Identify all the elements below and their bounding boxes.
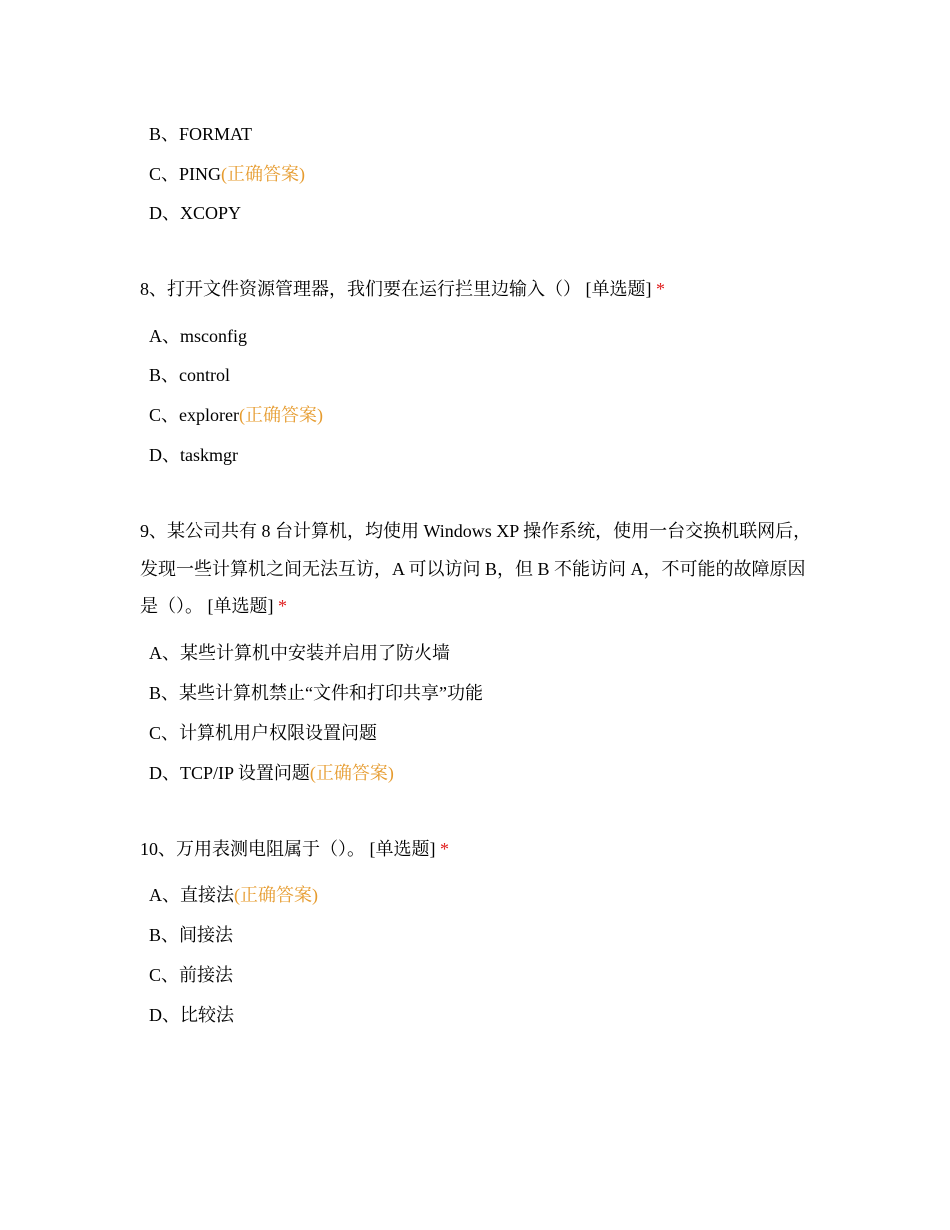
correct-answer-tag: (正确答案) bbox=[309, 763, 394, 783]
option-label: D、比较法 bbox=[149, 1005, 234, 1025]
option-label: C、PING bbox=[149, 164, 222, 184]
q7-option-c[interactable] bbox=[149, 163, 305, 185]
correct-answer-tag: (正确答案) bbox=[238, 405, 323, 425]
option-label: A、msconfig bbox=[149, 326, 247, 346]
q8-option-c[interactable] bbox=[149, 404, 323, 426]
option-label: B、间接法 bbox=[149, 925, 234, 945]
option-label: D、TCP/IP 设置问题 bbox=[149, 763, 310, 783]
option-label: B、FORMAT bbox=[149, 124, 253, 144]
option-label: C、explorer bbox=[149, 405, 239, 425]
option-label: A、某些计算机中安装并启用了防火墙 bbox=[149, 643, 450, 663]
q10-option-a[interactable] bbox=[149, 884, 318, 906]
q10-option-d[interactable] bbox=[149, 1004, 234, 1026]
question-text: 9、某公司共有 8 台计算机，均使用 Windows XP 操作系统，使用一台交换机联网后，发现一些计算机之间无法互访，A 可以访问 B，但 B 不能访问 A，不可能的故障原因是（）。 [单选题] bbox=[140, 521, 812, 616]
question-text: 8、打开文件资源管理器，我们要在运行拦里边输入（） [单选题] bbox=[140, 279, 652, 299]
required-star: * bbox=[278, 596, 287, 616]
correct-answer-tag: (正确答案) bbox=[221, 164, 306, 184]
question-9-title bbox=[140, 513, 820, 626]
correct-answer-tag: (正确答案) bbox=[234, 885, 318, 905]
option-label: D、taskmgr bbox=[149, 445, 238, 465]
option-label: C、计算机用户权限设置问题 bbox=[149, 723, 378, 743]
q8-option-a[interactable] bbox=[149, 325, 247, 347]
q8-option-b[interactable] bbox=[149, 364, 230, 386]
q9-option-c[interactable] bbox=[149, 722, 377, 744]
question-10-title bbox=[140, 831, 820, 869]
required-star: * bbox=[440, 839, 449, 859]
required-star: * bbox=[656, 279, 665, 299]
option-label: C、前接法 bbox=[149, 965, 234, 985]
option-label: A、直接法 bbox=[149, 885, 234, 905]
option-label: D、XCOPY bbox=[149, 203, 242, 223]
q10-option-c[interactable] bbox=[149, 964, 233, 986]
question-8-title bbox=[140, 271, 820, 309]
q9-option-d[interactable] bbox=[149, 762, 394, 784]
q10-option-b[interactable] bbox=[149, 924, 233, 946]
option-label: B、control bbox=[149, 365, 230, 385]
q7-option-b[interactable] bbox=[149, 123, 252, 145]
q7-option-d[interactable] bbox=[149, 202, 241, 224]
q9-option-a[interactable] bbox=[149, 642, 450, 664]
option-label: B、某些计算机禁止“文件和打印共享”功能 bbox=[149, 683, 483, 703]
q8-option-d[interactable] bbox=[149, 444, 238, 466]
question-text: 10、万用表测电阻属于（）。 [单选题] bbox=[140, 839, 436, 859]
q9-option-b[interactable] bbox=[149, 682, 483, 704]
